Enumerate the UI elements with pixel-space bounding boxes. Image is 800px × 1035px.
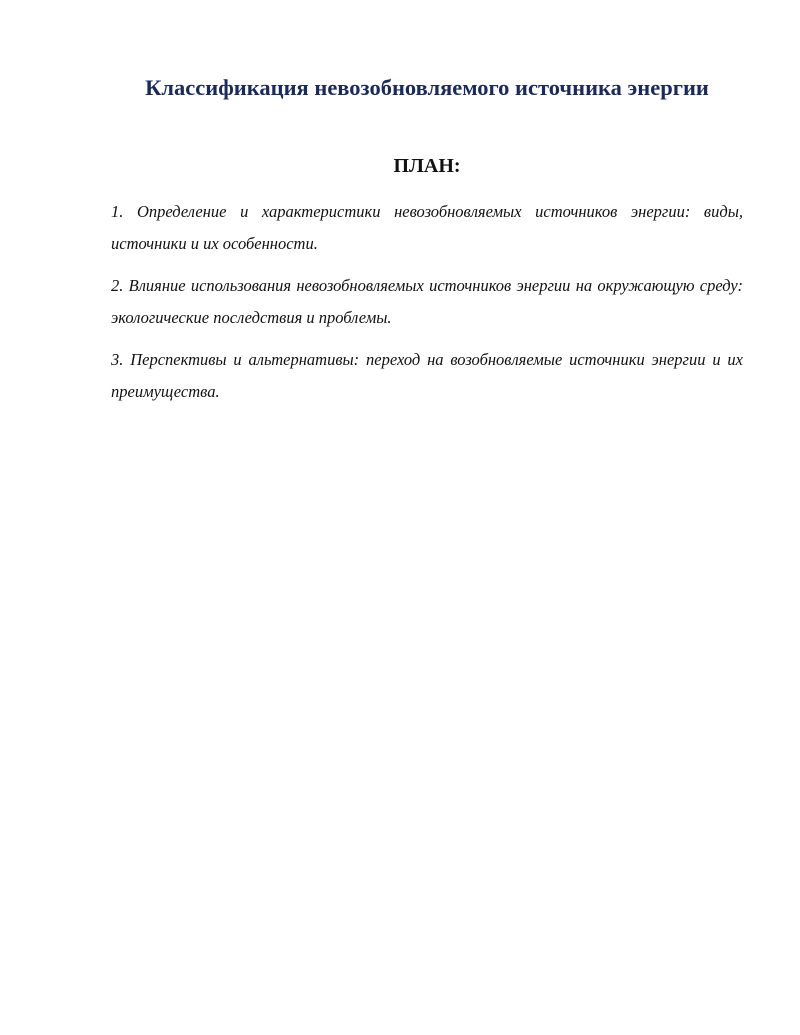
plan-list [111, 196, 743, 418]
plan-heading: ПЛАН: [393, 155, 461, 177]
plan-item-2: 2. Влияние использования невозобновляемых источников энергии на окружающую среду: экологические последствия и проблемы. [111, 276, 743, 327]
document-title: Классификация невозобновляемого источника энергии [145, 75, 709, 100]
plan-item-3: 3. Перспективы и альтернативы: переход на возобновляемые источники энергии и их преимущества. [111, 350, 743, 401]
plan-item-1: 1. Определение и характеристики невозобновляемых источников энергии: виды, источники и их особенности. [111, 202, 743, 253]
